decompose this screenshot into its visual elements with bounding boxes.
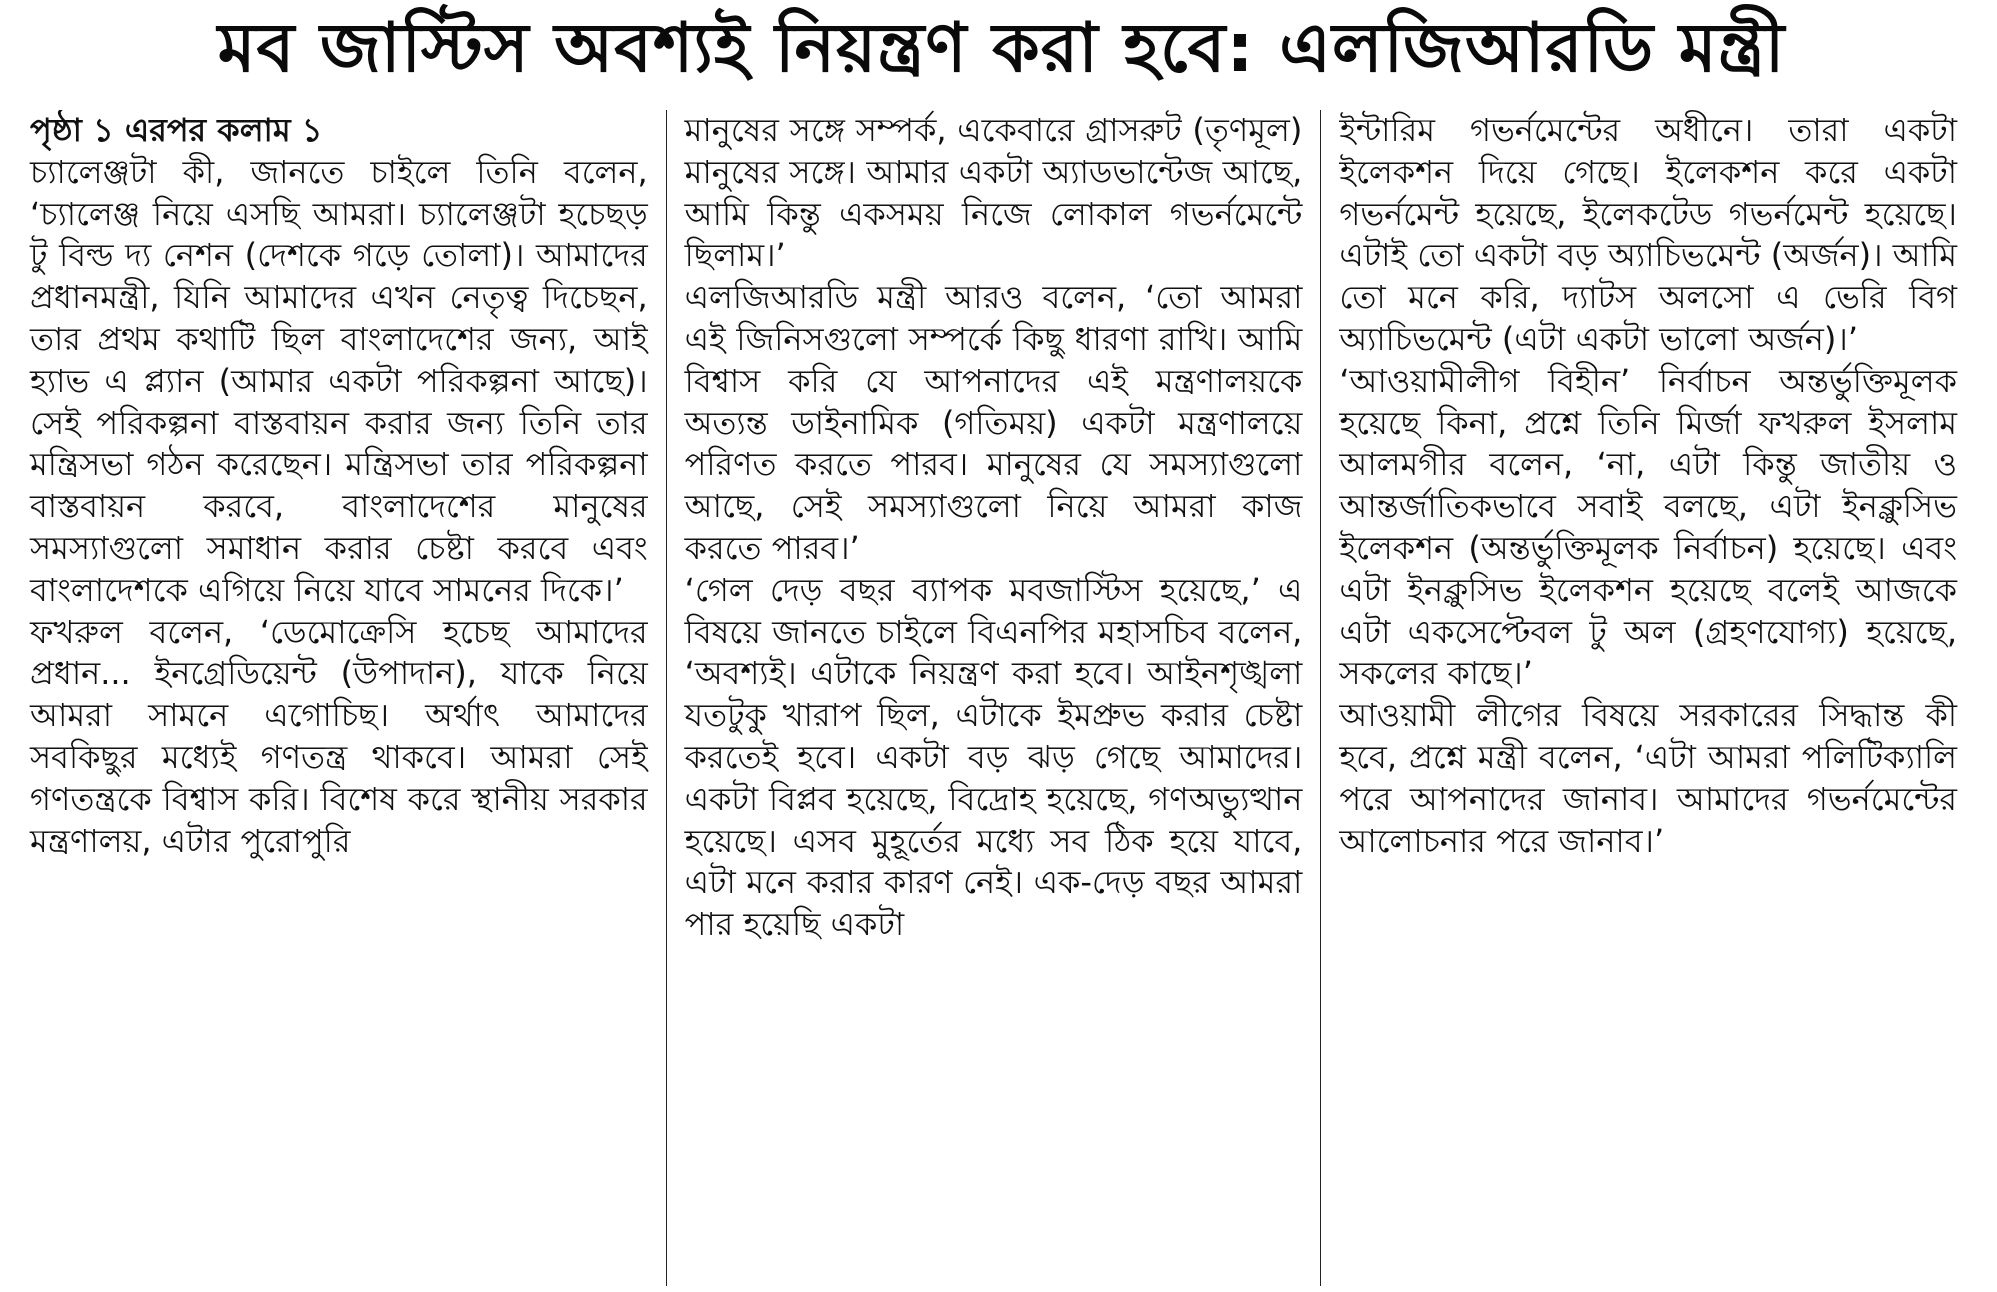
paragraph: চ্যালেঞ্জটা কী, জানতে চাইলে তিনি বলেন, ‘চ্যালেঞ্জ নিয়ে এসছি আমরা। চ্যালেঞ্জটা হচেছড় টু বিল্ড দ্য নেশন (দেশকে গড়ে তোলা)। আমাদের প্রধানমন্ত্রী, যিনি আমাদের এখন নেতৃত্ব দিচেছন, তার প্রথম কথাটি ছিল বাংলাদেশের জন্য, আই হ্যাভ এ প্ল্যান (আমার একটা পরিকল্পনা আছে)। সেই পরিকল্পনা বাস্তবায়ন করার জন্য তিনি তার মন্ত্রিসভা গঠন করেছেন। মন্ত্রিসভা তার পরিকল্পনা বাস্তবায়ন করবে, বাংলাদেশের মানুষের সমস্যাগুলো সমাধান করার চেষ্টা করবে এবং বাংলাদেশকে এগিয়ে নিয়ে যাবে সামনের দিকে।’ — [30, 152, 648, 609]
jump-line: পৃষ্ঠা ১ এরপর কলাম ১ — [30, 111, 323, 149]
article-columns — [28, 110, 1975, 1286]
headline: মব জাস্টিস অবশ্যই নিয়ন্ত্রণ করা হবে: এলজিআরডি মন্ত্রী — [217, 9, 1786, 88]
paragraph: ‘আওয়ামীলীগ বিহীন’ নির্বাচন অন্তর্ভুক্তিমূলক হয়েছে কিনা, প্রশ্নে তিনি মির্জা ফখরুল ইসলাম আলমগীর বলেন, ‘না, এটা কিন্তু জাতীয় ও আন্তর্জাতিকভাবে সবাই বলছে, এটা ইনক্লুসিভ ইলেকশন (অন্তর্ভুক্তিমূলক নির্বাচন) হয়েছে। এবং এটা ইনক্লুসিভ ইলেকশন হয়েছে বলেই আজকে এটা একসেপ্টেবল টু অল (গ্রহণযোগ্য) হয়েছে, সকলের কাছে।’ — [1339, 361, 1958, 693]
paragraph: ফখরুল বলেন, ‘ডেমোক্রেসি হচেছ আমাদের প্রধান... ইনগ্রেডিয়েন্ট (উপাদান), যাকে নিয়ে আমরা সামনে এগোচিছ। অর্থাৎ আমাদের সবকিছুর মধ্যেই গণতন্ত্র থাকবে। আমরা সেই গণতন্ত্রকে বিশ্বাস করি। বিশেষ করে স্থানীয় সরকার মন্ত্রণালয়, এটার পুরোপুরি — [30, 612, 648, 860]
column-3 — [1320, 110, 1975, 1286]
column-2 — [666, 110, 1321, 1286]
paragraph: ইন্টারিম গভর্নমেন্টের অধীনে। তারা একটা ইলেকশন দিয়ে গেছে। ইলেকশন করে একটা গভর্নমেন্ট হয়েছে, ইলেকটেড গভর্নমেন্ট হয়েছে। এটাই তো একটা বড় অ্যাচিভমেন্ট (অর্জন)। আমি তো মনে করি, দ্যাটস অলসো এ ভেরি বিগ অ্যাচিভমেন্ট (এটা একটা ভালো অর্জন)।’ — [1339, 111, 1958, 358]
column-1 — [28, 110, 666, 1286]
paragraph: মানুষের সঙ্গে সম্পর্ক, একেবারে গ্রাসরুট (তৃণমূল) মানুষের সঙ্গে। আমার একটা অ্যাডভান্টেজ আছে, আমি কিন্তু একসময় নিজে লোকাল গভর্নমেন্টে ছিলাম।’ — [684, 111, 1303, 275]
paragraph: ‘গেল দেড় বছর ব্যাপক মবজাস্টিস হয়েছে,’ এ বিষয়ে জানতে চাইলে বিএনপির মহাসচিব বলেন, ‘অবশ্যই। এটাকে নিয়ন্ত্রণ করা হবে। আইনশৃঙ্খলা যতটুকু খারাপ ছিল, এটাকে ইমপ্রুভ করার চেষ্টা করতেই হবে। একটা বড় ঝড় গেছে আমাদের। একটা বিপ্লব হয়েছে, বিদ্রোহ হয়েছে, গণঅভ্যুত্থান হয়েছে। এসব মুহূর্তের মধ্যে সব ঠিক হয়ে যাবে, এটা মনে করার কারণ নেই। এক-দেড় বছর আমরা পার হয়েছি একটা — [684, 570, 1303, 944]
paragraph: আওয়ামী লীগের বিষয়ে সরকারের সিদ্ধান্ত কী হবে, প্রশ্নে মন্ত্রী বলেন, ‘এটা আমরা পলিটিক্যালি পরে আপনাদের জানাব। আমাদের গভর্নমেন্টের আলোচনার পরে জানাব।’ — [1339, 696, 1958, 860]
paragraph: এলজিআরডি মন্ত্রী আরও বলেন, ‘তো আমরা এই জিনিসগুলো সম্পর্কে কিছু ধারণা রাখি। আমি বিশ্বাস করি যে আপনাদের এই মন্ত্রণালয়কে অত্যন্ত ডাইনামিক (গতিময়) একটা মন্ত্রণালয়ে পরিণত করতে পারব। মানুষের যে সমস্যাগুলো আছে, সেই সমস্যাগুলো নিয়ে আমরা কাজ করতে পারব।’ — [684, 278, 1303, 567]
